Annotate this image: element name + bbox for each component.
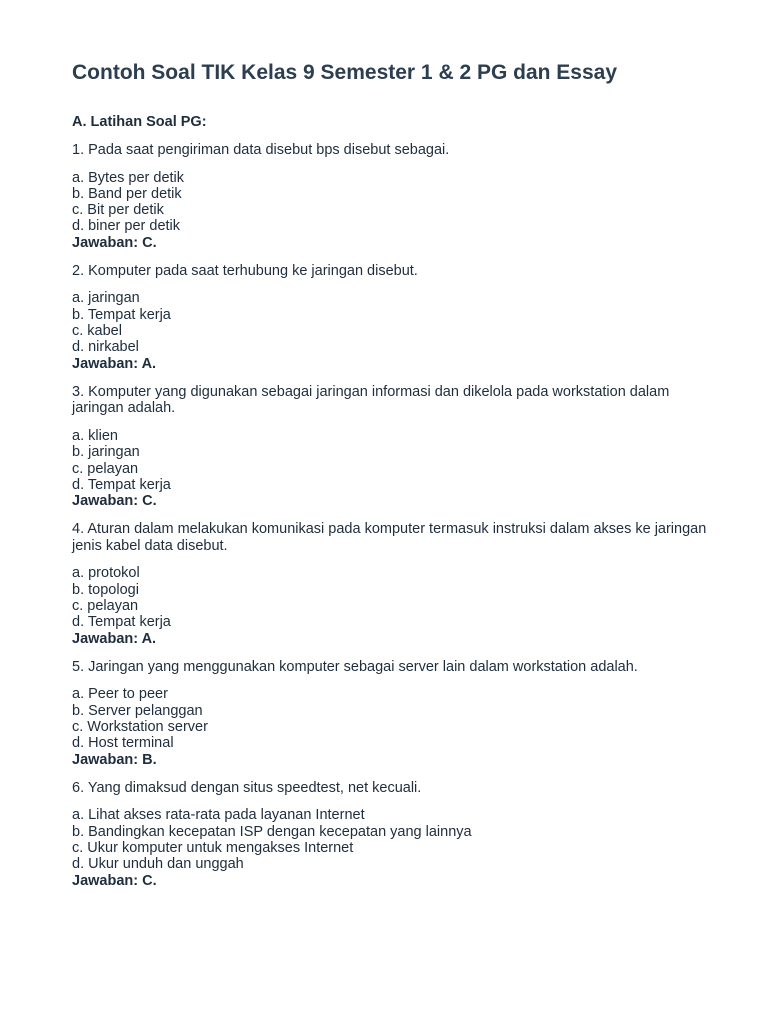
option-list bbox=[72, 428, 712, 509]
question-text: 4. Aturan dalam melakukan komunikasi pada komputer termasuk instruksi dalam akses ke jaringan jenis kabel data disebut. bbox=[72, 521, 707, 554]
question-6 bbox=[72, 780, 712, 889]
option-c: c. Ukur komputer untuk mengakses Internet bbox=[72, 840, 354, 857]
option-a: a. jaringan bbox=[72, 290, 140, 307]
option-a: a. Peer to peer bbox=[72, 686, 168, 703]
option-d: d. Tempat kerja bbox=[72, 476, 171, 493]
option-b: b. Tempat kerja bbox=[72, 306, 171, 323]
question-text: 2. Komputer pada saat terhubung ke jaringan disebut. bbox=[72, 262, 418, 279]
option-b: b. jaringan bbox=[72, 444, 140, 461]
option-d: d. Ukur unduh dan unggah bbox=[72, 856, 244, 873]
answer-key: Jawaban: C. bbox=[72, 872, 157, 889]
option-b: b. Server pelanggan bbox=[72, 702, 203, 719]
option-list bbox=[72, 807, 712, 888]
option-list bbox=[72, 686, 712, 767]
question-text: 5. Jaringan yang menggunakan komputer sebagai server lain dalam workstation adalah. bbox=[72, 658, 638, 675]
option-a: a. klien bbox=[72, 427, 118, 444]
answer-key: Jawaban: C. bbox=[72, 234, 157, 251]
document-title: Contoh Soal TIK Kelas 9 Semester 1 & 2 PG dan Essay bbox=[72, 61, 618, 84]
option-b: b. Bandingkan kecepatan ISP dengan kecepatan yang lainnya bbox=[72, 823, 472, 840]
option-c: c. Workstation server bbox=[72, 719, 208, 736]
question-text: 3. Komputer yang digunakan sebagai jaringan informasi dan dikelola pada workstation dalam jaringan adalah. bbox=[72, 383, 670, 417]
option-d: d. Host terminal bbox=[72, 735, 174, 752]
option-list bbox=[72, 290, 712, 371]
section-heading: A. Latihan Soal PG: bbox=[72, 114, 207, 130]
answer-key: Jawaban: A. bbox=[72, 630, 157, 647]
question-4 bbox=[72, 521, 712, 646]
answer-key: Jawaban: B. bbox=[72, 751, 157, 768]
option-c: c. pelayan bbox=[72, 598, 139, 615]
question-1 bbox=[72, 142, 712, 251]
question-text: 6. Yang dimaksud dengan situs speedtest, net kecuali. bbox=[72, 779, 422, 796]
option-list bbox=[72, 565, 712, 646]
option-a: a. Lihat akses rata-rata pada layanan Internet bbox=[72, 807, 365, 824]
option-d: d. Tempat kerja bbox=[72, 614, 171, 631]
option-c: c. kabel bbox=[72, 323, 122, 340]
answer-key: Jawaban: A. bbox=[72, 355, 157, 372]
option-a: a. protokol bbox=[72, 565, 140, 582]
answer-key: Jawaban: C. bbox=[72, 493, 157, 510]
question-5 bbox=[72, 659, 712, 768]
question-3 bbox=[72, 384, 712, 509]
option-b: b. topologi bbox=[72, 581, 139, 598]
option-c: c. pelayan bbox=[72, 460, 139, 477]
document-page bbox=[72, 60, 712, 889]
option-a: a. Bytes per detik bbox=[72, 169, 185, 186]
option-d: d. nirkabel bbox=[72, 339, 139, 356]
question-text: 1. Pada saat pengiriman data disebut bps disebut sebagai. bbox=[72, 142, 450, 158]
question-2 bbox=[72, 263, 712, 372]
option-c: c. Bit per detik bbox=[72, 202, 164, 219]
option-d: d. biner per detik bbox=[72, 218, 181, 235]
option-b: b. Band per detik bbox=[72, 185, 182, 202]
option-list bbox=[72, 170, 712, 251]
